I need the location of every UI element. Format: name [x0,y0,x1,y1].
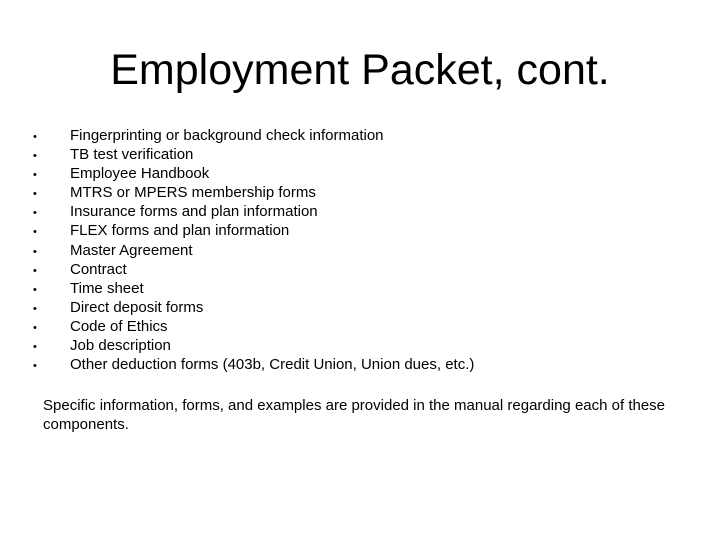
list-item [33,298,693,317]
list-item-text: Contract [70,260,127,278]
bullet-icon: • [33,150,37,163]
bullet-icon: • [33,360,37,373]
list-item [33,355,693,374]
list-item [33,164,693,183]
list-item [33,183,693,202]
bullet-list [33,126,693,374]
list-item [33,202,693,221]
list-item [33,221,693,240]
list-item [33,336,693,355]
list-item [33,241,693,260]
bullet-icon: • [33,188,37,201]
list-item-text: Job description [70,337,171,355]
list-item-text: Time sheet [70,279,144,297]
bullet-icon: • [33,321,37,334]
list-item-text: Code of Ethics [70,317,168,335]
list-item-text: MTRS or MPERS membership forms [70,184,316,202]
closing-note: Specific information, forms, and examples are provided in the manual regarding each of these components. [43,397,666,433]
list-item [33,317,693,336]
list-item [33,279,693,298]
list-item-text: Other deduction forms (403b, Credit Union, Union dues, etc.) [70,356,475,374]
list-item [33,260,693,279]
bullet-icon: • [33,283,37,296]
bullet-icon: • [33,226,37,239]
bullet-icon: • [33,302,37,315]
list-item [33,145,693,164]
bullet-icon: • [33,245,37,258]
list-item-text: Direct deposit forms [70,298,204,316]
bullet-icon: • [33,264,37,277]
list-item-text: Employee Handbook [70,165,210,183]
list-item-text: Fingerprinting or background check information [70,127,384,144]
list-item-text: Insurance forms and plan information [70,203,318,221]
slide-title: Employment Packet, cont. [110,46,610,94]
list-item-text: Master Agreement [70,241,193,259]
bullet-icon: • [33,207,37,220]
list-item-text: FLEX forms and plan information [70,222,290,240]
bullet-icon: • [33,341,37,354]
bullet-icon: • [33,131,37,143]
list-item [33,126,693,145]
bullet-icon: • [33,169,37,182]
list-item-text: TB test verification [70,146,194,164]
